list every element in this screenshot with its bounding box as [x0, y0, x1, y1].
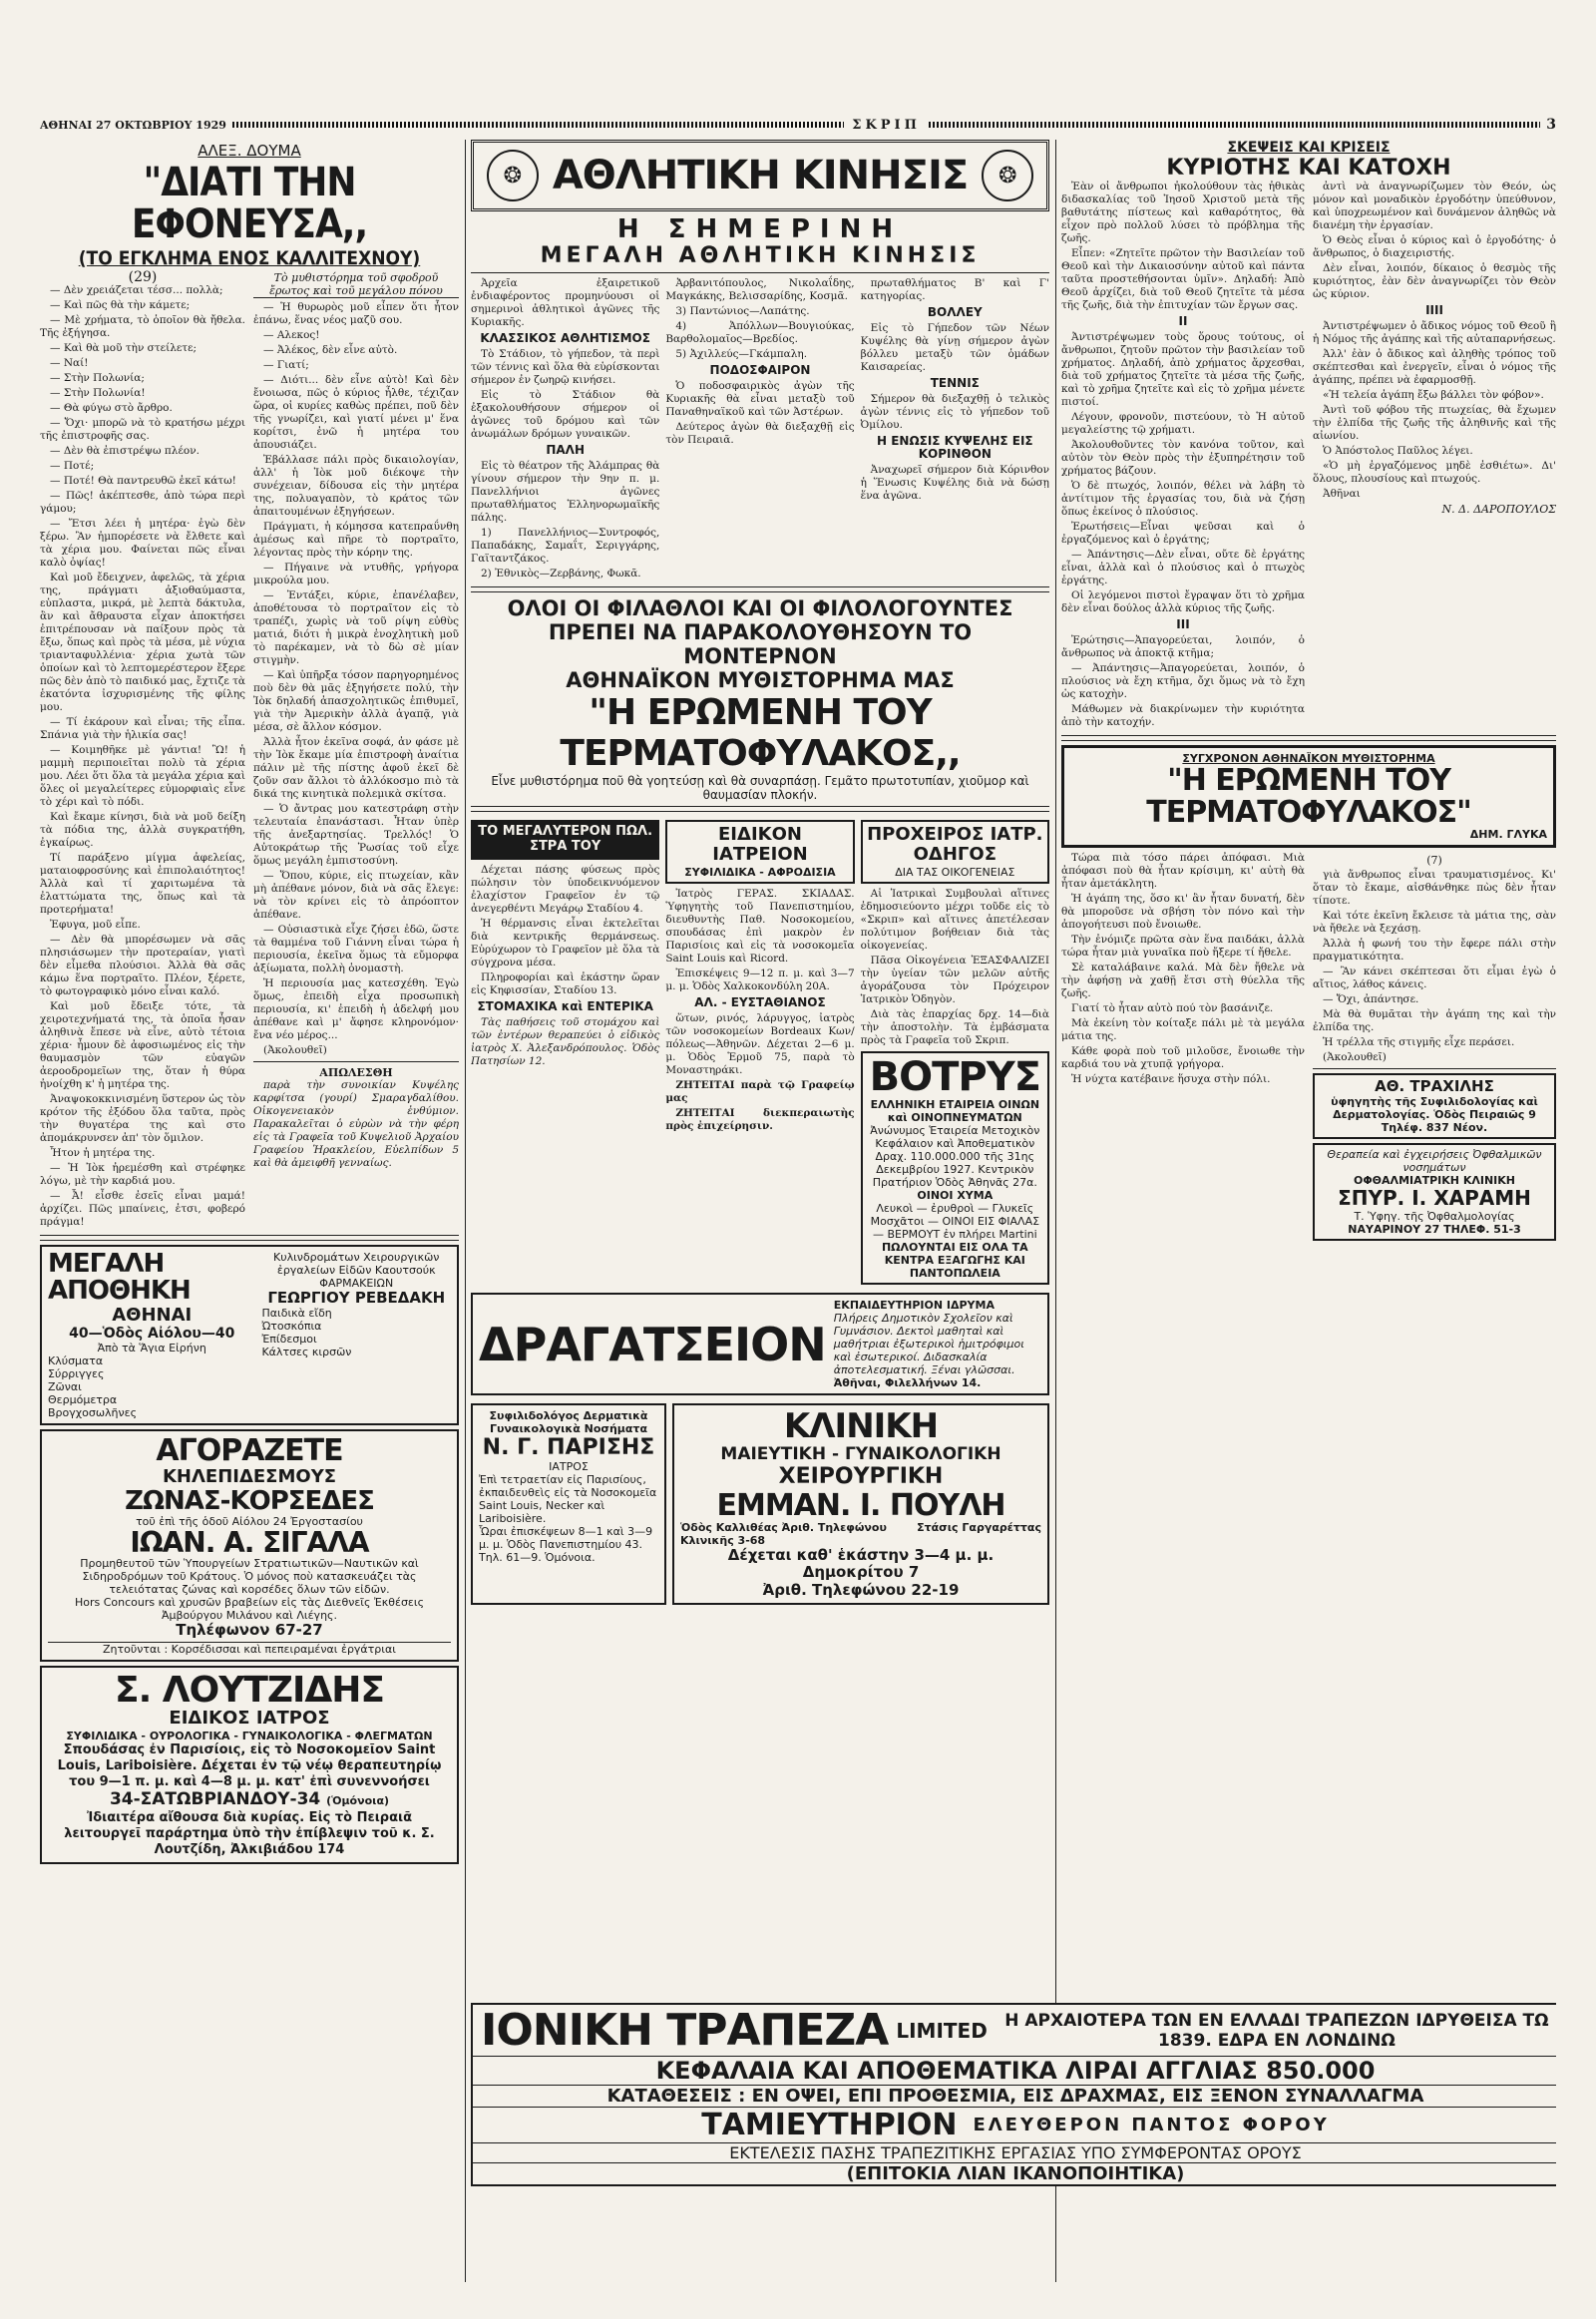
paragraph: Ἡ νύχτα κατέβαινε ἥσυχα στὴν πόλι.	[1071, 1073, 1271, 1085]
paragraph: — Ποτέ! Θὰ παντρευθῶ ἐκεῖ κάτω!	[50, 475, 236, 487]
ad-sales-title: ΤΟ ΜΕΓΑΛΥΤΕΡΟΝ ΠΩΛ. ΣΤΡΑ ΤΟΥ	[478, 823, 653, 854]
paragraph: «Ὁ μὴ ἐργαζόμενος μηδὲ ἐσθιέτω». Δι' ὅλους, πλουσίους καὶ πτωχούς.	[1313, 460, 1556, 485]
lost-notice: παρὰ τὴν συνοικίαν Κυψέλης καρφίτσα (γουρί) Σμαραγδαλίθου. Οἰκογενειακὸν ἐνθύμιον. Παρακαλεῖται ὁ εὑρὼν νὰ τὴν φέρη εἰς τὰ Γραφεῖα τοῦ Κυψελιοῦ Ἀρχαίου Γραφείου Ἡρακλείου, Εὐελπίδων 5 καὶ θὰ ἀμειφθῆ γενναίως.	[253, 1079, 459, 1169]
paragraph: Ὁ Ἀπόστολος Παῦλος λέγει.	[1323, 445, 1473, 457]
list-item: Κλύσματα	[48, 1354, 104, 1368]
divider	[1061, 735, 1556, 741]
section-heading: ΠΟΔΟΣΦΑΙΡΟΝ	[709, 362, 811, 377]
ad-school	[471, 1293, 1049, 1395]
serial-paragraphs	[253, 301, 459, 1057]
ad-store-address: 40—Ὁδὸς Αἰόλου—40	[69, 1326, 235, 1343]
ad-store	[40, 1245, 459, 1425]
paragraph: Οἱ λεγόμενοι πιστοὶ ἔγραψαν ὅτι τὸ χρῆμα δὲν εἶναι δούλος ἀλλὰ κύριος τῆς ζωῆς.	[1061, 589, 1305, 614]
ad-school-title: ΔΡΑΓΑΤΣΕΙΟΝ	[479, 1317, 826, 1371]
ad-sales-body3: Πληροφορίαι καὶ ἐκάστην ὥραν εἰς Κηφισσίαν, Σταδίου 13.	[471, 970, 660, 996]
novel-text-left	[1061, 852, 1305, 1245]
ad-bank	[471, 2003, 1556, 2186]
ad-sales-subbody: Τὰς παθήσεις τοῦ στομάχου καὶ τῶν ἐντέρων θεραπεύει ὁ εἰδικὸς ἰατρὸς Χ. Ἀλεξανδρόπουλος. Ὁδὸς Πατησίων 12.	[471, 1015, 660, 1067]
ads-row-1	[471, 816, 1049, 1289]
serial-body	[40, 271, 459, 1231]
column-sports	[471, 140, 1049, 1609]
ad-belts-body: Προμηθευτοῦ τῶν Ὑπουργείων Στρατιωτικῶν—Ναυτικῶν καὶ Σιδηροδρόμων τοῦ Κράτους. Ὁ μόνος ποὺ κατασκευάζει τὰς τελειότατας ζώνας καὶ κορσέδες ὅλων τῶν εἰδῶν.	[80, 1557, 419, 1597]
paragraph: Ἀλλ' ἐὰν ὁ ἄδικος καὶ ἀληθὴς τρόπος τοῦ σκέπτεσθαι καὶ ἐνεργεῖν, εἶναι ὁ νόμος τῆς ἀγάπης, πρέπει νὰ ἐφαρμοσθῇ.	[1313, 348, 1556, 386]
ad-wine-title: ΒΟΤΡΥΣ	[869, 1054, 1041, 1101]
ad-sales-subhead: ΣΤΟΜΑΧΙΚΑ καὶ ΕΝΤΕΡΙΚΑ	[477, 998, 653, 1013]
novel-paragraphs	[1313, 869, 1556, 1064]
paragraph: 1) Πανελλήνιος—Συντροφός, Παπαδάκης, Σαμαΐτ, Σεριγγάρης, Γαϊταντζάκος.	[471, 526, 660, 565]
paragraph: — Ἂν κάνει σκέπτεσαι ὅτι εἶμαι ἐγὼ ὁ αἴτιος, λάθος κάνεις.	[1313, 966, 1556, 990]
paragraph: — Ὁ ἄντρας μου κατεστράφη στὴν τελευταία ἐπανάστασι. Ἦταν ὑπὲρ τῆς ἀνεξαρτησίας. Τρελλός! Ὁ Αὐτοκράτωρ τῆς Ῥωσίας τοῦ εἶχε ὅμως μεγάλη ἐμπιστοσύνη.	[253, 803, 459, 867]
ad-parisis-head: Συφιλιδολόγος Δερματικὰ Γυναικολογικὰ Νοσήματα	[489, 1409, 648, 1436]
ad-guide-body2: Πᾶσα Οἰκογένεια ἘΞΑΣΦΑΛΙΖΕΙ τὴν ὑγείαν τῶν μελῶν αὐτῆς ἀγοράζουσα τὸν Πρόχειρον Ἰατρικὸν Ὁδηγὸν.	[860, 955, 1049, 1006]
paragraph: Ὁ ποδοσφαιρικὸς ἀγὼν τῆς Κυριακῆς θὰ εἶναι μεταξὺ τοῦ Παναθηναϊκοῦ καὶ τῶν Ἀστέρων.	[665, 379, 855, 418]
ad-bank-name: ΙΟΝΙΚΗ ΤΡΑΠΕΖΑ	[481, 2005, 889, 2056]
column-divider	[1055, 140, 1056, 2282]
paragraph: — Καὶ πῶς θὰ τὴν κάμετε;	[50, 299, 191, 311]
paragraph: Ἀλλὰ ἡ φωνή του τὴν ἔφερε πάλι στὴν πραγματικότητα.	[1313, 938, 1556, 963]
paragraph: Καὶ μοῦ ἔδειξε τότε, τὰ χειροτεχνήματά της, τὰ ὁποῖα ἦσαν ἀληθινὰ ἔπεσε νὰ εἶνε, αὐτὸ τέτοια χέρια· ἦμουν δὲ ἀφοσιωμένος εἰς τὴν θαυμασμὸν τῶν εὐαγῶν ἀεροοδρομεῖων της, ὅταν ἡ θύρα ἠνοίχθη κ' ἡ μητέρα της.	[40, 1000, 245, 1090]
paragraph: Πράγματι, ἡ κόμησσα κατεπραΰνθη ἀμέσως καὶ πῆρε τὸ πορτραῖτο, λέγοντας πρὸς τὴν κόρην της.	[253, 521, 459, 559]
notice-heading: ΑΠΩΛΕΣΘΗ	[319, 1066, 393, 1079]
ad-clinic-title: ΕΙΔΙΚΟΝ ΙΑΤΡΕΙΟΝ	[712, 823, 808, 866]
paragraph: Καὶ ἔκαμε κίνησι, διὰ νὰ μοῦ δείξη τὰ πόδια της, ἀλλὰ συγκρατήθη, ἐγκαίρως.	[40, 811, 245, 849]
ad-poulis-left: Ὁδὸς Καλλιθέας Ἀριθ. Τηλεφώνου Κλινικῆς 3-68	[680, 1521, 887, 1548]
ad-doctor-body2: Ἰδιαιτέρα αἴθουσα διὰ κυρίας. Εἰς τὸ Πειραιᾶ λειτουργεῖ παράρτημα ὑπὸ τὴν ἐπίβλεψιν τοῦ κ. Σ. Λουτζίδη, Ἀλκιβιάδου 174	[64, 1809, 435, 1857]
paragraph: Ἐὰν οἱ ἄνθρωποι ἠκολούθουν τὰς ἠθικὰς διδασκαλίας τοῦ Ἰησοῦ Χριστοῦ μετὰ τῆς βαθυτάτης πίστεως καὶ καθαρότητος, θὰ εἶχον πρὸ πολλοῦ λύσει τὸ πρόβλημα τῆς ζωῆς.	[1061, 181, 1305, 244]
sports-title: ΑΘΛΗΤΙΚΗ ΚΙΝΗΣΙΣ	[552, 153, 969, 198]
paragraph: Εἰς τὸ θέατρον τῆς Ἀλάμπρας θὰ γίνουν σήμερον τὴν 9ην π. μ. Πανελλήνιοι ἀγῶνες πρωταθλήματος Ἑλληνορωμαϊκῆς πάλης.	[471, 459, 660, 524]
paragraph: — Διότι... δὲν εἶνε αὐτὸ! Καὶ δὲν ἔνοιωσα, πῶς ὁ κύριος ἦλθε, τέχιζαν ὥρα, οἱ κυρίες καθὼς πρέπει, ποῦ δὲν τῆς γνωρίζει, καὶ γιατί μένει μ' ἕνα κορίτσι, ἐνῶ ἡ μητέρα του ἀπουσιάζει.	[253, 374, 459, 451]
novel-text-right	[1313, 852, 1556, 1245]
ornament-icon: ❂	[982, 150, 1033, 201]
ad-bank-capital: ΚΕΦΑΛΑΙΑ ΚΑΙ ΑΠΟΘΕΜΑΤΙΚΑ ΛΙΡΑΙ ΑΓΓΛΙΑΣ 850.000	[473, 2057, 1556, 2086]
sports-text-column	[471, 277, 659, 582]
ad-poulis-sub2: ΧΕΙΡΟΥΡΓΙΚΗ	[778, 1464, 944, 1490]
dateline: ΑΘΗΝΑΙ 27 ΟΚΤΩΒΡΙΟΥ 1929	[40, 118, 226, 132]
paragraph: Κάθε φορὰ ποὺ τοῦ μιλοῦσε, ἔνοιωθε τὴν καρδιά του νὰ χτυπᾷ γρήγορα.	[1061, 1045, 1305, 1070]
ad-bank-footer: (ΕΠΙΤΟΚΙΑ ΛΙΑΝ ΙΚΑΝΟΠΟΙΗΤΙΚΑ)	[846, 2163, 1185, 2184]
section-heading: III	[1176, 617, 1190, 631]
paragraph: — Ἀπάντησις—Δὲν εἶναι, οὔτε δὲ ἐργάτης εἶναι, ἀλλὰ καὶ ὁ πλούσιος καὶ ὁ πτωχὸς ἐργάτης.	[1061, 549, 1305, 586]
ad-store-items	[261, 1307, 451, 1358]
paragraph: — Ἆ! εἶσθε ἐσεῖς εἶναι μαμά! ἀρχίζει. Πῶς μπαίνεις, ἐτσι, φοβερό πράγμα!	[40, 1190, 245, 1228]
paragraph: Ὁ δὲ πτωχός, λοιπόν, θέλει νὰ λάβη τὸ ἀντίτιμον τῆς ἐργασίας του, διὰ νὰ ζήσῃ ὅπως ἐκείνος ὁ πλούσιος.	[1061, 480, 1305, 518]
ad-belts-phone: Τηλέφωνον 67-27	[176, 1621, 323, 1640]
ad-poulis-title: ΚΛΙΝΙΚΗ	[783, 1406, 939, 1447]
novel-body	[1061, 852, 1556, 1245]
paragraph: (Ἀκολουθεῖ)	[263, 1044, 327, 1056]
sports-text-column	[861, 277, 1049, 582]
paragraph: — Καὶ ὑπῆρξα τόσον παρηγορημένος ποὺ δὲν θὰ μᾶς ἐξηγήσετε πολύ, τὴν Ἰὸκ δηλαδή ἀπασχολητικῶς ἐπιθυμεῖ, γιὰ τὴν Ἀμερικὴν ἀλλὰ ἀγαπᾷ, γιὰ μέσα, σὲ ἄλλον κόσμον.	[253, 669, 459, 733]
sports-banner	[471, 140, 1049, 211]
ad-wine-list: Λευκοὶ — ἐρυθροὶ — Γλυκεῖς Μοσχᾶτοι — ΟΙΝΟΙ ΕΙΣ ΦΙΑΛΑΣ — ΒΕΡΜΟΥΤ ἐν πλήρει Martini	[870, 1202, 1040, 1242]
essay-text-left	[1061, 181, 1305, 731]
ad-parisis	[471, 1403, 666, 1605]
paragraph: — Στὴν Πολωνία!	[50, 387, 146, 399]
essay-author: Ν. Δ. ΔΑΡΟΠΟΥΛΟΣ	[1441, 503, 1556, 516]
novel-promo-line2: ΠΡΕΠΕΙ ΝΑ ΠΑΡΑΚΟΛΟΥΘΗΣΟΥΝ ΤΟ ΜΟΝΤΕΡΝΟΝ	[548, 619, 973, 668]
paragraph: Ἀναχωρεῖ σήμερον διὰ Κόρινθον ἡ Ἕνωσις Κυψέλης διὰ νὰ δώσῃ ἕνα ἀγῶνα.	[860, 463, 1049, 502]
ad-belts-line3: ΖΩΝΑΣ-ΚΟΡΣΕΔΕΣ	[125, 1485, 374, 1516]
ad-belts-owner: ΙΩΑΝ. Α. ΣΙΓΑΛΑ	[130, 1525, 369, 1559]
ad-bank-ops: ΕΚΤΕΛΕΣΙΣ ΠΑΣΗΣ ΤΡΑΠΕΖΙΤΙΚΗΣ ΕΡΓΑΣΙΑΣ ΥΠΟ ΣΥΜΦΕΡΟΝΤΑΣ ΟΡΟΥΣ	[473, 2143, 1556, 2163]
ad-belts-address: τοῦ ἐπὶ τῆς ὁδοῦ Αἰόλου 24 Ἐργοστασίου	[136, 1514, 363, 1528]
novel-promo	[471, 596, 1049, 802]
ad-eye-title: Τ. Ὑφηγ. τῆς Ὀφθαλμολογίας	[1354, 1210, 1515, 1224]
paragraph: Δεύτερος ἀγὼν θὰ διεξαχθῇ εἰς τὸν Πειραιᾶ.	[665, 420, 855, 446]
paragraph: — Ἀλέκος, δὲν εἶνε αὐτὸ.	[263, 344, 398, 356]
paragraph: Καὶ τότε ἐκεῖνη ἔκλεισε τὰ μάτια της, σὰν νὰ ἤθελε νὰ ξεχάσῃ.	[1313, 910, 1556, 935]
ad-parisis-name: Ν. Γ. ΠΑΡΙΣΗΣ	[482, 1435, 655, 1461]
serial-text-left	[40, 271, 245, 1231]
paragraph: Ἐβάλλασε πάλι πρὸς δικαιολογίαν, ἀλλ' ἡ Ἰὸκ μοῦ διέκοψε τὴν συνέχειαν, δίδουσα εἰς τὴν μητέρα της, πολυαγαπὸν, τὸ κράτος τῶν ἀπαιτουμένων ἐξηγήσεων.	[253, 454, 459, 518]
ad-school-footer: Ἀθῆναι, Φιλελλήνων 14.	[833, 1376, 982, 1390]
paragraph: 5) Ἀχιλλεύς—Γκάμπαλη.	[675, 347, 808, 360]
paragraph: Ἀναψοκοκκινισμένη ὕστερον ὡς τὸν κρότον τῆς ἐξόδου ὅλα ταῦτα, πρὸς τὴν θυγατέρα της καὶ στο ἀπομάκρυνσεν ἀπ' τὸν ὅμιλον.	[40, 1093, 245, 1144]
ad-doctor-title: ΕΙΔΙΚΟΣ ΙΑΤΡΟΣ	[169, 1708, 330, 1730]
paragraph: Καὶ μοῦ ἔδειχνεν, ἀφελῶς, τὰ χέρια της, πράγματι ἀξιοθαύμαστα, εὐπλαστα, μικρά, μὲ λεπτὰ δάκτυλα, ἂν καὶ ἄθραυστα εἶχαν ἀποκτήσει ἐπιτρέπουσαν νὰ παίξουν πρὸς τὰ ἔξω, ὅπως καὶ πρὸς τὰ μέσα, μὲ νύχια τριανταφυλλένια· χέρια χωτὰ τῶν ὁποίων καὶ τὸ λεπτομερέστερον ἔξερε πῶς δὲν ἀπὸ τὸ παιδικό μας, ἔχτιζε τὰ ἑκατόντα ἰσχυρισμένης τῆς φίλης μου.	[40, 572, 246, 713]
paragraph: Σὲ καταλάβαινε καλά. Μὰ δὲν ἤθελε νὰ τὴν ἀφήσῃ νὰ χαθῇ ἔτσι στὴ θύελλα τῆς ζωῆς.	[1061, 962, 1305, 999]
paragraph: Εἰς τὸ Στάδιον θὰ ἐξακολουθήσουν σήμερον οἱ ἀγῶνες τοῦ δρόμου καὶ τῶν ἀνωμάλων δρόμων γυναικῶν.	[471, 388, 660, 440]
ad-school-body: Πλήρεις Δημοτικὸν Σχολεῖον καὶ Γυμνάσιον. Δεκτοὶ μαθηταὶ καὶ μαθήτριαι ἐξωτερικοὶ ἡμιτρόφιμοι καὶ ἐσωτερικοί. Διδασκαλία ἀποτελεσματική. Ξέναι γλῶσσαι.	[833, 1312, 1024, 1377]
ad-guide-wine	[861, 816, 1049, 1289]
ad-guide-body: Αἱ Ἰατρικαὶ Συμβουλαὶ αἵτινες ἐδημοσιεύοντο μέχρι τοῦδε εἰς τὸ «Σκριπ» καὶ αἵτινες ἀπετέλεσαν πολύτιμον βοήθειαν διὰ τὰς οἰκογενείας.	[860, 888, 1049, 953]
ad-store-owner: ΓΕΩΡΓΙΟΥ ΡΕΒΕΔΑΚΗ	[267, 1289, 446, 1307]
ad-clinic-body: Ἰατρὸς ΓΕΡΑΣ. ΣΚΙΑΔΑΣ. Ὑφηγητὴς τοῦ Πανεπιστημίου, διευθυντὴς Παθ. Νοσοκομείου, σπουδάσας ἐπὶ μακρὸν ἐν Παρισίοις καὶ εἰς τὰ νοσοκομεῖα Saint Louis καὶ Ricord.	[665, 888, 855, 966]
list-item: Ὠτοσκόπια	[261, 1320, 322, 1334]
paragraph: — Μὲ χρήματα, τὸ ὁποῖον θὰ ἤθελα. Τῆς ἐξήγησα.	[40, 314, 245, 339]
sports-subheading: Η ΣΗΜΕΡΙΝΗ	[616, 214, 904, 244]
paragraph: Ἀκολουθοῦντες τὸν κανόνα τοῦτον, καὶ αὐτὸν τὸν Θεὸν πρὸς τὴν ἐξυπηρέτησιν τοῦ χρήματος βάζουν.	[1061, 439, 1305, 477]
essay-body	[1061, 181, 1556, 731]
paragraph: — Ὄχι, ἀπάντησε.	[1323, 993, 1419, 1005]
section-heading: ΚΛΑΣΣΙΚΟΣ ΑΘΛΗΤΙΣΜΟΣ	[480, 330, 650, 345]
essay-text-right	[1313, 181, 1556, 731]
sports-subheading-2: ΜΕΓΑΛΗ ΑΘΛΗΤΙΚΗ ΚΙΝΗΣΙΣ	[540, 242, 981, 268]
ad-trachilis-name: ΑΘ. ΤΡΑΧΙΛΗΣ	[1375, 1077, 1494, 1095]
ad-bank-suffix: LIMITED	[896, 2018, 988, 2043]
paragraph: Ἡ περιουσία μας κατεσχέθη. Ἐγὼ ὅμως, ἐπειδὴ εἶχα προσωπικὴ περιουσία, κι' ἐπειδὴ ἡ ἀδελφή μου ἀπέθανε καὶ μ' ἄφησε κληρονόμον· ἔνα νέο μέρος...	[253, 977, 459, 1041]
ad-clinic-wine: ὥτων, ρινός, λάρυγγος, ἰατρὸς τῶν νοσοκομείων Bordeaux Κων/πόλεως—Ἀθηνῶν. Δέχεται 2—6 μ. μ. Ὁδὸς Ἑρμοῦ 75, παρὰ τὸ Μοναστηράκι.	[665, 1012, 855, 1077]
essay-kicker: ΣΚΕΨΕΙΣ ΚΑΙ ΚΡΙΣΕΙΣ	[1227, 140, 1391, 156]
paragraph: — Ἀπάντησις—Ἀπαγορεύεται, λοιπόν, ὁ πλούσιος νὰ ἔχη κτῆμα, ὄχι ὅμως νὰ τὸ ἔχη ὡς κατοχὴν.	[1061, 662, 1305, 700]
ad-guide-body3: Διὰ τὰς ἐπαρχίας δρχ. 14—διὰ τὴν ἀποστολὴν. Τὰ ἐμβάσματα πρὸς τὰ Γραφεῖα τοῦ Σκριπ.	[860, 1008, 1049, 1047]
ad-poulis-hours: Δέχεται καθ' ἑκάστην 3—4 μ. μ.	[727, 1546, 995, 1565]
column-essay	[1061, 140, 1556, 1245]
novel-promo-line1: ΟΛΟΙ ΟΙ ΦΙΛΑΘΛΟΙ ΚΑΙ ΟΙ ΦΙΛΟΛΟΓΟΥΝΤΕΣ	[507, 595, 1013, 620]
paragraph: Ὁ Θεὸς εἶναι ὁ κύριος καὶ ὁ ἐργοδότης· ὁ ἄνθρωπος, ὁ διαχειριστής.	[1313, 234, 1556, 259]
paragraph: Τὸ Στάδιον, τὸ γήπεδον, τὰ περὶ τῶν τέννις καὶ ὅλα θὰ εὑρίσκονται σήμερον ἐν ζωηρῷ κινήσει.	[471, 347, 660, 386]
serial-note: Τὸ μυθιστόρημα τοῦ σφοδροῦ ἔρωτος καὶ τοῦ μεγάλου πόνου	[253, 271, 459, 298]
ad-poulis-phone2: Ἀριθ. Τηλεφώνου 22-19	[762, 1580, 960, 1599]
ad-sales	[471, 816, 659, 1289]
ad-wine-footer: ΠΩΛΟΥΝΤΑΙ ΕΙΣ ΟΛΑ ΤΑ ΚΕΝΤΡΑ ΕΞΑΓΩΓΗΣ ΚΑΙ ΠΑΝΤΟΠΩΛΕΙΑ	[881, 1241, 1028, 1281]
ad-parisis-title: ΙΑΤΡΟΣ	[549, 1460, 589, 1474]
paragraph: «Ἡ τελεία ἀγάπη ἔξω βάλλει τὸν φόβον».	[1323, 389, 1544, 401]
ad-doctor-name: Σ. ΛΟΥΤΖΙΔΗΣ	[115, 1669, 384, 1711]
ad-guide-sub: ΔΙΑ ΤΑΣ ΟΙΚΟΓΕΝΕΙΑΣ	[895, 866, 1015, 880]
ad-poulis-right: Στάσις Γαργαρέττας	[917, 1521, 1041, 1535]
novel-box	[1061, 745, 1556, 848]
serial-paragraphs	[40, 284, 245, 1229]
list-item: Παιδικὰ εἴδη	[261, 1307, 332, 1321]
paragraph: — Οὐσιαστικὰ εἶχε ζήσει ἐδῶ, ὥστε τὰ θαμμένα τοῦ Γιάννη εἶναι τώρα ἡ περιουσία, ἐκεῖνα ὅμως τὰ εὔμορφα ἀξίωματα, πολλὴ ὀνομαστὴ.	[253, 924, 459, 974]
paragraph: — Πῶς! ἀκέπτεσθε, ἀπὸ τώρα περὶ γάμου;	[40, 490, 245, 515]
ad-store-title: ΜΕΓΑΛΗ ΑΠΟΘΗΚΗ	[48, 1249, 191, 1307]
paragraph: Ἀρχεῖα ἐξαιρετικοῦ ἐνδιαφέροντος προμηνύουσι οἱ σημερινοὶ ἀθλητικοὶ ἀγῶνες τῆς Κυριακῆς.	[471, 276, 660, 328]
paragraph: Μάθωμεν νὰ διακρίνωμεν τὴν κυριότητα ἀπὸ τὴν κατοχήν.	[1061, 703, 1305, 728]
paragraph: (Ἀκολουθεῖ)	[1323, 1051, 1387, 1063]
paragraph: Τί παράξενο μίγμα ἀφελείας, ματαιοφροσύνης καὶ ἐπιπολαιότητος! Ἀλλὰ καὶ τί χαριτωμένα τὰ ἐλαττώματα της, ὅπως καὶ τὰ προτερήματα!	[40, 852, 245, 916]
paragraph: — Θὰ φύγω στὸ ἄρθρο.	[50, 402, 173, 414]
divider	[471, 586, 1049, 592]
section-heading: II	[1178, 314, 1188, 328]
ad-clinic-sub: ΣΥΦΙΛΙΔΙΚΑ - ΑΦΡΟΔΙΣΙΑ	[684, 866, 836, 880]
paragraph: Εἶπεν: «Ζητεῖτε πρῶτον τὴν Βασιλείαν τοῦ Θεοῦ καὶ τὴν Δικαιοσύνην αὐτοῦ καὶ πάντα ταῦτα προστεθήσονται ὑμῖν». Δηλαδή: Ἀπὸ Θεοῦ ἀρχίζει, διὰ τοῦ Θεοῦ ζητεῖτε τὰ μέσα τῆς ζωῆς, διὰ τὴν ἐπιτυχίαν τῶν ἔργων σας.	[1061, 247, 1305, 311]
ad-sales-body2: Ἡ θέρμανσις εἶναι ἐκτελεῖται διὰ κεντρικῆς θερμάνσεως. Εὐρύχωρον τὸ Γραφεῖον μὲ ὅλα τὰ σύγχρονα μέσα.	[471, 917, 660, 968]
paragraph: Γιατί τὸ ἦταν αὐτὸ πού τὸν βασάνιζε.	[1071, 1002, 1274, 1014]
novel-promo-line2b: ΑΘΗΝΑΪΚΟΝ ΜΥΘΙΣΤΟΡΗΜΑ ΜΑΣ	[566, 667, 955, 692]
novel-promo-blurb: Εἶνε μυθιστόρημα ποῦ θὰ γοητεύσῃ καὶ θὰ συναρπάσῃ. Γεμᾶτο πρωτοτυπίαν, χιοῦμορ καὶ θαυμασίαν πλοκήν.	[491, 773, 1029, 802]
paragraph: — Ὄχι· μπορῶ νὰ τὸ κρατήσω μέχρι τῆς ἐπιστροφῆς σας.	[40, 417, 245, 442]
paragraph: Ἀθῆναι	[1323, 488, 1361, 500]
column-divider	[465, 140, 466, 2282]
paragraph: Ἐρωτήσεις—Εἶναι ψεῦσαι καὶ ὁ ἐργαζόμενος καὶ ὁ ἐργάτης;	[1061, 521, 1305, 546]
ad-belts	[40, 1429, 459, 1661]
serial-title: "ΔΙΑΤΙ ΤΗΝ ΕΦΟΝΕΥΣΑ,,	[131, 160, 368, 247]
paragraph: Ἐφυγα, μοῦ εἶπε.	[50, 919, 141, 931]
paragraph: — Ἐντάξει, κύριε, ἐπανέλαβεν, ἀποθέτουσα τὸ πορτραῖτον εἰς τὸ τραπέζι, χωρὶς νὰ τοῦ ρίψη εὐθὺς ματιά, διότι ἡ μικρὰ ἐνοχλητικὴ μοῦ τὸ παρέκαμεν, νὰ τὸ δὼ σὲ μίαν στιγμὴν.	[253, 589, 459, 666]
ad-belts-footer: Ζητοῦνται : Κορσέδισσαι καὶ πεπειραμέναι ἐργάτριαι	[48, 1642, 451, 1656]
essay-header	[1061, 140, 1556, 181]
masthead-rule	[232, 122, 844, 128]
ornament-icon: ❂	[487, 150, 539, 201]
sports-columns	[471, 277, 1049, 582]
ad-parisis-body: Ἐπὶ τετραετίαν εἰς Παρισίους, ἐκπαιδευθεὶς εἰς τὰ Νοσοκομεῖα Saint Louis, Necker καὶ Lariboisière.	[479, 1473, 657, 1526]
ad-wine-list-head: ΟΙΝΟΙ ΧΥΜΑ	[917, 1189, 994, 1203]
paragraph: Λέγουν, φρονοῦν, πιστεύουν, τὸ Ἡ αὐτοῦ μεγαλείστης τῷ χρήματι.	[1061, 411, 1305, 436]
ad-eye-head: Θεραπεία καὶ ἐγχειρήσεις Ὀφθαλμικῶν νοσημάτων	[1327, 1148, 1542, 1175]
section-heading: ΤΕΝΝΙΣ	[930, 375, 980, 390]
divider	[471, 806, 1049, 812]
paper-name: ΣΚΡΙΠ	[852, 117, 921, 133]
paragraph: Ἐρώτησις—Ἀπαγορεύεται, λοιπόν, ὁ ἄνθρωπος νὰ ἀποκτᾷ κτῆμα;	[1061, 634, 1305, 659]
masthead-rule	[929, 122, 1540, 128]
paragraph: — Δὲν θὰ μπορέσωμεν νὰ σᾶς πλησιάσωμεν τὴν προτεραίαν, γιατὶ δὲν εἶμεθα πλούσιοι. Ἀλλὰ θὰ σᾶς κάμω ἕνα πορτραῖτο. Πλέον, ξέρετε, τὸ φωτογραφικὸ μόνο εἶναι καλό.	[40, 934, 245, 997]
ad-eye-sub: ΟΦΘΑΛΜΙΑΤΡΙΚΗ ΚΛΙΝΙΚΗ	[1353, 1174, 1515, 1188]
ad-guide-title: ΠΡΟΧΕΙΡΟΣ ΙΑΤΡ. ΟΔΗΓΟΣ	[867, 823, 1043, 866]
divider	[471, 272, 1049, 273]
ad-bank-deposits: ΚΑΤΑΘΕΣΕΙΣ : ΕΝ ΟΨΕΙ, ΕΠΙ ΠΡΟΘΕΣΜΙΑ, ΕΙΣ ΔΡΑΧΜΑΣ, ΕΙΣ ΞΕΝΟΝ ΣΥΝΑΛΛΑΓΜΑ	[473, 2086, 1556, 2108]
ad-bank-tag: Η ΑΡΧΑΙΟΤΕΡΑ ΤΩΝ ΕΝ ΕΛΛΑΔΙ ΤΡΑΠΕΖΩΝ ΙΔΡΥΘΕΙΣΑ ΤΩ 1839. ΕΔΡΑ ΕΝ ΛΟΝΔΙΝΩ	[1004, 2010, 1549, 2051]
ad-poulis-name: ΕΜΜΑΝ. Ι. ΠΟΥΛΗ	[716, 1487, 1005, 1523]
list-item: Βρογχοσωλῆνες	[48, 1406, 138, 1420]
ad-school-side: ΕΚΠΑΙΔΕΥΤΗΡΙΟΝ ΙΔΡΥΜΑ	[833, 1299, 995, 1313]
ad-store-note: Ἀπὸ τὰ Ἅγια Εἰρήνη	[97, 1342, 206, 1355]
paragraph: Ἀντὶ τοῦ φόβου τῆς πτωχείας, θὰ ἔχωμεν τὴν ἐλπίδα τῆς ζωῆς τῆς ἀληθινῆς καὶ τῆς αἰωνίου.	[1313, 404, 1556, 442]
paragraph: Τώρα πιὰ τόσο πάρει ἀπόφασι. Μιὰ ἀπόφασι ποὺ θὰ ἦταν κρίσιμη, κι' αὐτὴ θὰ ἦταν ἀμετάκλητη.	[1061, 852, 1305, 890]
serial-text-right	[253, 271, 459, 1231]
section-heading: IIII	[1425, 303, 1443, 317]
sports-text-column	[665, 277, 854, 582]
ad-eye-name: ΣΠΥΡ. Ι. ΧΑΡΑΜΗ	[1338, 1186, 1531, 1211]
paragraph: — Αλεκος!	[263, 329, 320, 341]
ad-eye	[1313, 1143, 1556, 1241]
ad-clinic-wanted2: ΖΗΤΕΙΤΑΙ διεκπεραιωτὴς πρὸς ἐπιχείρησιν.	[665, 1107, 855, 1133]
ads-row-2	[471, 1399, 1049, 1609]
novel-box-author: ΔΗΜ. ΓΛΥΚΑ	[1469, 828, 1547, 841]
novel-promo-title: "Η ΕΡΩΜΕΝΗ ΤΟΥ ΤΕΡΜΑΤΟΦΥΛΑΚΟΣ,,	[560, 691, 961, 774]
author-kicker: ΑΛΕΞ. ΔΟΥΜΑ	[198, 142, 301, 160]
ad-doctor	[40, 1666, 459, 1864]
paragraph: Ἦτον ἡ μητέρα της.	[50, 1147, 156, 1159]
ad-wine-body: Ἀνώνυμος Ἑταιρεία Μετοχικὸν Κεφάλαιον καὶ Ἀποθεματικὸν Δραχ. 110.000.000 τῆς 31ης Δεκεμβρίου 1927. Κεντρικὸν Πρατήριον Ὁδὸς Ἀθηνᾶς 27α.	[870, 1124, 1040, 1190]
ad-eye-address: ΝΑΥΑΡΙΝΟΥ 27 ΤΗΛΕΦ. 51-3	[1348, 1223, 1521, 1237]
section-heading: ΒΟΛΛΕΥ	[927, 304, 983, 319]
paragraph: ἀντὶ νὰ ἀναγνωρίζωμεν τὸν Θεόν, ὡς μόνον καὶ μοναδικὸν ἐργοδότην ὑπεύθυνον, καὶ ὑποχρεωμένον καὶ δυνάμενον ἀληθῶς νὰ διανέμη τὴν ἐργασίαν.	[1313, 181, 1556, 231]
ad-clinic-wanted: ΖΗΤΕΙΤΑΙ παρὰ τῷ Γραφείῳ μας	[665, 1079, 855, 1105]
essay-paragraphs	[1313, 181, 1556, 501]
section-heading: Η ΕΝΩΣΙΣ ΚΥΨΕΛΗΣ ΕΙΣ ΚΟΡΙΝΘΟΝ	[876, 433, 1033, 461]
paragraph: — Πήγαινε νὰ ντυθῆς, γρήγορα μικρούλα μου.	[253, 562, 459, 586]
list-item: Κάλτσες κιρσῶν	[261, 1346, 352, 1359]
ad-trachilis	[1313, 1073, 1556, 1139]
paragraph: — Ποτέ;	[50, 460, 95, 472]
divider	[1313, 1068, 1556, 1069]
list-item: Σύρριγγες	[48, 1367, 105, 1381]
paragraph: — Ναί!	[50, 357, 89, 369]
ad-store-city: ΑΘΗΝΑΙ	[112, 1304, 193, 1326]
ad-poulis-sub: ΜΑΙΕΥΤΙΚΗ - ΓΥΝΑΙΚΟΛΟΓΙΚΗ	[720, 1443, 1001, 1464]
ad-trachilis-body: ὑφηγητὴς τῆς Συφιλιδολογίας καὶ Δερματολογίας. Ὁδὸς Πειραιῶς 9 Τηλέφ. 837 Νέον.	[1331, 1095, 1538, 1135]
paragraph: — Στὴν Πολωνία;	[50, 372, 145, 384]
newspaper-page	[40, 18, 1556, 2282]
ad-doctor-address-note: (Ὁμόνοια)	[326, 1793, 390, 1807]
paragraph: — Ἔτσι λέει ἡ μητέρα· ἐγὼ δὲν ξέρω. Ἂν ἠμπορέσετε νὰ ἔλθετε καὶ τὰ χέρια μου. Φαίνεται πῶς εἶναι καλὸ ὀψίας!	[40, 518, 245, 569]
ad-belts-mid: ΚΗΛΕΠΙΔΕΣΜΟΥΣ	[162, 1465, 337, 1487]
ad-bank-fund-note: ΕΛΕΥΘΕΡΟΝ ΠΑΝΤΟΣ ΦΟΡΟΥ	[973, 2115, 1330, 2135]
paragraph: Δὲν εἶναι, λοιπόν, δίκαιος ὁ θεσμὸς τῆς κυριότητος, ἐὰν δὲν ἀναγνωρίζει τὸν Θεὸν ὡς κύριον.	[1313, 262, 1556, 300]
paragraph: Σήμερον θὰ διεξαχθῇ ὁ τελικὸς ἀγὼν τέννις εἰς τὸ γήπεδον τοῦ Ὀμίλου.	[860, 392, 1049, 431]
paragraph: πρωταθλήματος Β' καὶ Γ' κατηγορίας.	[860, 276, 1049, 302]
list-item: Ζῶναι	[48, 1380, 82, 1394]
novel-box-title: "Η ΕΡΩΜΕΝΗ ΤΟΥ ΤΕΡΜΑΤΟΦΥΛΑΚΟΣ"	[1146, 763, 1471, 830]
masthead	[40, 114, 1556, 136]
page-number: 3	[1546, 117, 1556, 133]
paragraph: 2) Ἐθνικὸς—Ζερβάνης, Φωκᾶ.	[481, 567, 641, 580]
paragraph: — Δὲν θὰ ἐπιστρέψω πλέον.	[50, 445, 200, 457]
ad-store-label: Κυλινδρομάτων Χειρουργικῶν ἐργαλείων Εἰδῶν Καουτσούκ ΦΑΡΜΑΚΕΙΩΝ	[273, 1251, 440, 1290]
ad-parisis-hours: Ὧραι ἐπισκέψεων 8—1 καὶ 3—9 μ. μ. Ὁδὸς Πανεπιστημίου 43. Τηλ. 61—9. Ὁμόνοια.	[479, 1525, 653, 1565]
list-item: Ἐπίδεσμοι	[261, 1333, 317, 1347]
paragraph: Μὰ ἐκείνη τὸν κοίταξε πάλι μὲ τὰ μεγάλα μάτια της.	[1061, 1017, 1305, 1042]
paragraph: Μὰ θὰ θυμᾶται τὴν ἀγάπη της καὶ τὴν ἐλπίδα της.	[1313, 1008, 1556, 1033]
paragraph: — Τί ἐκάρουν καὶ εἶναι; τῆς εἶπα. Σπάνια γιὰ τὴν ἡλικία σας!	[40, 716, 245, 741]
paragraph: — Καὶ θὰ μοῦ τὴν στείλετε;	[50, 342, 198, 354]
paragraph: 3) Παντώνιος—Λαπάτης.	[675, 304, 810, 317]
paragraph: — Ἡ Ἰὸκ ἠρεμέσθη καὶ στρέφηκε λόγω, μὲ τὴν καρδιά μου.	[40, 1162, 245, 1187]
novel-box-kicker: ΣΥΓΧΡΟΝΟΝ ΑΘΗΝΑΪΚΟΝ ΜΥΘΙΣΤΟΡΗΜΑ	[1182, 752, 1435, 765]
paragraph: — Δὲν χρειάζεται τέσσ... πολλὰ;	[50, 284, 223, 296]
ad-belts-top: ΑΓΟΡΑΖΕΤΕ	[156, 1433, 343, 1469]
ad-sales-body: Δέχεται πάσης φύσεως πρὸς πώλησιν τὸν ὑποδεικνυόμενον ἐλαχίστον Γραφεῖον ἐν τῷ ἀνεγερθέντι Μεγάρῳ Σταδίου 4.	[471, 863, 660, 915]
paragraph: Ἀλλὰ ἦτον ἐκεῖνα σοφά, ἀν φάσε μὲ τὴν Ἰὸκ ἔκαμε μία ἐπιστροφὴ ἀναίτια πάλιν μὲ τῆς πίστης ἀφοῦ ἐκεῖ δὲ ζοῦν σαν ἄλλοι τὸ ἀλλόκοσμο πιὸ τὰ δικά της κινητικὰ πολεμικὰ σκίτσα.	[253, 736, 459, 800]
ad-wine-sub: ΕΛΛΗΝΙΚΗ ΕΤΑΙΡΕΙΑ ΟΙΝΩΝ καὶ ΟΙΝΟΠΝΕΥΜΑΤΩΝ	[870, 1098, 1040, 1125]
ad-doctor-body: Σπουδάσας ἐν Παρισίοις, εἰς τὸ Νοσοκομεῖον Saint Louis, Lariboisière. Δέχεται ἐν τῷ νέῳ θεραπευτηρίῳ του 9—1 π. μ. καὶ 4—8 μ. μ. κατ' ἐπὶ συνεννοήσει	[57, 1741, 442, 1789]
ad-clinic-hours: Ἐπισκέψεις 9—12 π. μ. καὶ 3—7 μ. μ. Ὁδὸς Χαλκοκονδύλη 20Α.	[665, 967, 855, 993]
section-heading: ΠΑΛΗ	[546, 442, 585, 457]
serial-subtitle: (ΤΟ ΕΓΚΛΗΜΑ ΕΝΟΣ ΚΑΛΛΙΤΕΧΝΟΥ)	[78, 247, 421, 269]
paragraph: — Κοιμηθῆκε μὲ γάντια! Ὢ! ἡ μαμμὴ περιποιεῖται πολὺ τὰ χέρια μου. Λέει ὅτι ὅλα τὰ μεγάλα χέρια καὶ ὅλες οἱ μεγαλείτερες εὐμορφιαὶς εἶνε τὸ χέρι καὶ τὸ πόδι.	[40, 744, 245, 808]
paragraph: Ἀρβανιτόπουλος, Νικολαΐδης, Μαγκάκης, Βελισσαρίδης, Κοσμᾶ.	[665, 276, 855, 302]
paragraph: 4) Ἀπόλλων—Βουγιούκας, Βαρθολομαῖος—Βρεδίος.	[665, 319, 855, 345]
ad-clinic	[665, 816, 854, 1289]
paragraph: Τὴν ἐνόμιζε πρῶτα σὰν ἕνα παιδάκι, ἀλλὰ τώρα ἦταν μιὰ γυναῖκα ποὺ ἤξερε τί ἤθελε.	[1061, 934, 1305, 959]
paragraph: — Γιατί;	[263, 359, 309, 371]
paragraph: Ἀντιστρέψωμεν ὁ ἄδικος νόμος τοῦ Θεοῦ ἢ ἡ Νόμος τῆς ἀγάπης καὶ τῆς αὐταπαρνήσεως.	[1313, 320, 1556, 345]
list-item: Θερμόμετρα	[48, 1393, 118, 1407]
ad-bank-fund: ΤΑΜΙΕΥΤΗΡΙΟΝ	[701, 2108, 958, 2142]
essay-title: ΚΥΡΙΟΤΗΣ ΚΑΙ ΚΑΤΟΧΗ	[1166, 156, 1451, 181]
paragraph: γιὰ ἄνθρωπος εἶναι τραυματισμένος. Κι' ὅταν τὸ ἔκαμε, αἰσθάνθηκε πὼς δὲν ἦταν τίποτε.	[1313, 869, 1556, 907]
ad-doctor-specialty: ΣΥΦΙΛΙΔΙΚΑ - ΟΥΡΟΛΟΓΙΚΑ - ΓΥΝΑΙΚΟΛΟΓΙΚΑ - ΦΛΕΓΜΑΤΩΝ	[66, 1729, 433, 1742]
ad-doctor-address: 34-ΣΑΤΩΒΡΙΑΝΔΟΥ-34	[109, 1788, 321, 1809]
ad-poulis-addr2: Δημοκρίτου 7	[802, 1563, 920, 1582]
ad-belts-award: Hors Concours καὶ χρυσῶν βραβείων εἰς τὰς Διεθνεῖς Ἐκθέσεις Ἀμβούργου Μιλάνου καὶ Λιέγης.	[74, 1596, 425, 1623]
paragraph: — Ἡ θυρωρὸς μοῦ εἶπεν ὅτι ἦτον ἐπάνω, ἕνας νέος μαζῦ σου.	[253, 301, 459, 326]
installment-number: (29)	[128, 269, 158, 285]
column-serial	[40, 140, 459, 1868]
paragraph: Ἡ ἀγάπη της, ὅσο κι' ἂν ἦταν δυνατή, δὲν θὰ μποροῦσε νὰ σβήση τὸν πόνο καὶ τὴν ἀπογοήτευσι ποὺ ἔνοιωθε.	[1061, 893, 1305, 931]
divider	[40, 1235, 459, 1241]
novel-installment: (7)	[1426, 854, 1442, 867]
ad-clinic-wine-head: ΑΛ. - ΕΥΣΤΑΘΙΑΝΟΣ	[694, 995, 826, 1010]
paragraph: Ἡ τρέλλα τῆς στιγμῆς εἶχε περάσει.	[1323, 1036, 1515, 1048]
divider	[253, 1061, 459, 1062]
ad-store-items	[48, 1354, 255, 1419]
paragraph: Εἰς τὸ Γήπεδον τῶν Νέων Κυψέλης θὰ γίνῃ σήμερον ἀγὼν βόλλευ μεταξὺ τῶν ὁμάδων Καισαρείας.	[860, 321, 1049, 373]
paragraph: — Ὅπου, κύριε, εἰς πτωχείαν, κἂν μὴ ἀπέθανε μόνον, διὰ νὰ σᾶς ἔλεγε: νὰ τὸν κρίνει εἰς τὸ ἀπρόοπτον ἀπέθανε.	[253, 870, 459, 921]
ad-poulis	[672, 1403, 1049, 1605]
paragraph: Ἀντιστρέψωμεν τοὺς ὅρους τούτους, οἱ ἄνθρωποι, ζητοῦν πρῶτον τὴν βασιλείαν τοῦ χρήματος. Δηλαδή, ἀπὸ χρήματος ἄρχεσθαι, διὰ τοῦ χρήματος ζητεῖτε τὰ μέσα τῆς ζωῆς, καὶ τὸ χρῆμα ζητεῖτε καὶ εἰς τὸ χρῆμα μένετε πιστοί.	[1061, 331, 1305, 408]
